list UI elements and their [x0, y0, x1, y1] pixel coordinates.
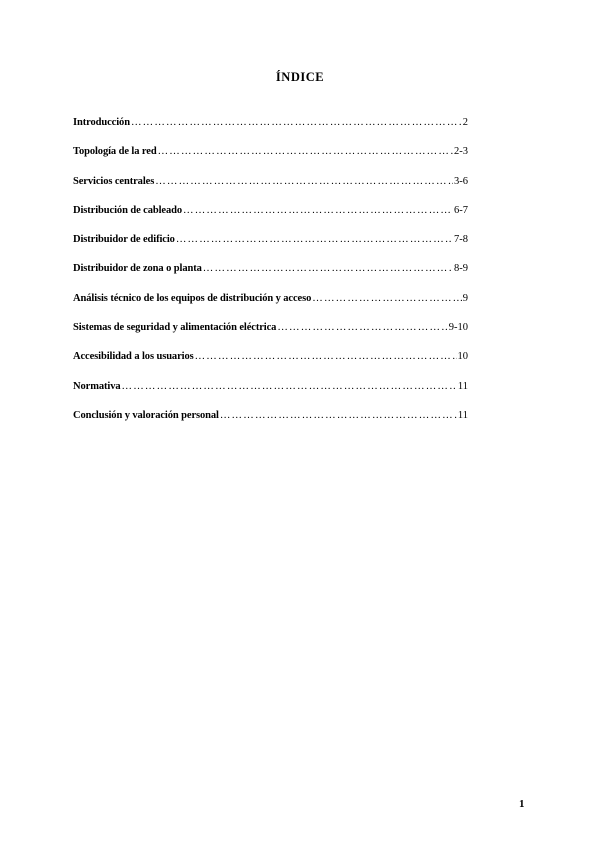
toc-entry-label: Análisis técnico de los equipos de distribución y acceso: [73, 292, 312, 304]
page-number: 1: [519, 798, 525, 810]
toc-entry-analisis: [73, 293, 468, 322]
toc-entry-page: 9: [462, 292, 468, 304]
toc-entry-edificio: [73, 234, 468, 263]
toc-entry-page: 11: [457, 409, 468, 421]
toc-entry-topologia: [73, 146, 468, 175]
toc-entry-label: Normativa: [73, 380, 121, 392]
toc-dot-leader: [220, 410, 457, 421]
table-of-contents: [73, 117, 468, 439]
toc-entry-label: Introducción: [73, 117, 130, 128]
toc-entry-cableado: [73, 205, 468, 234]
toc-entry-label: Distribución de cableado: [73, 204, 183, 216]
toc-entry-page: 2: [462, 117, 468, 128]
toc-entry-conclusion: [73, 410, 468, 439]
toc-entry-label: Topología de la red: [73, 146, 157, 158]
toc-entry-page: 9-10: [448, 322, 468, 334]
toc-entry-normativa: [73, 381, 468, 410]
toc-entry-zona: [73, 263, 468, 292]
page-title: ÍNDICE: [275, 70, 325, 84]
toc-entry-seguridad: [73, 322, 468, 351]
toc-entry-label: Distribuidor de zona o planta: [73, 263, 202, 275]
toc-dot-leader: [122, 381, 457, 392]
toc-entry-page: 10: [457, 351, 468, 363]
toc-dot-leader: [176, 234, 453, 245]
toc-entry-page: 11: [457, 380, 468, 392]
toc-entry-page: 2-3: [454, 146, 468, 158]
toc-dot-leader: [277, 322, 447, 333]
toc-dot-leader: [183, 205, 453, 216]
toc-entry-label: Servicios centrales: [73, 175, 155, 187]
toc-dot-leader: [131, 117, 462, 128]
toc-entry-label: Sistemas de seguridad y alimentación eléctrica: [73, 322, 277, 334]
toc-dot-leader: [203, 263, 453, 274]
toc-entry-label: Distribuidor de edificio: [73, 234, 175, 246]
toc-dot-leader: [158, 146, 453, 157]
toc-dot-leader: [312, 293, 462, 304]
toc-entry-servicios: [73, 176, 468, 205]
toc-entry-accesibilidad: [73, 351, 468, 380]
toc-dot-leader: [195, 351, 457, 362]
toc-dot-leader: [155, 176, 453, 187]
toc-entry-page: 6-7: [454, 204, 468, 216]
toc-entry-label: Conclusión y valoración personal: [73, 409, 219, 421]
toc-entry-page: 8-9: [454, 263, 468, 275]
toc-entry-page: 3-6: [454, 175, 468, 187]
toc-entry-label: Accesibilidad a los usuarios: [73, 351, 194, 363]
toc-entry-introduccion: [73, 117, 468, 146]
toc-entry-page: 7-8: [454, 234, 468, 246]
